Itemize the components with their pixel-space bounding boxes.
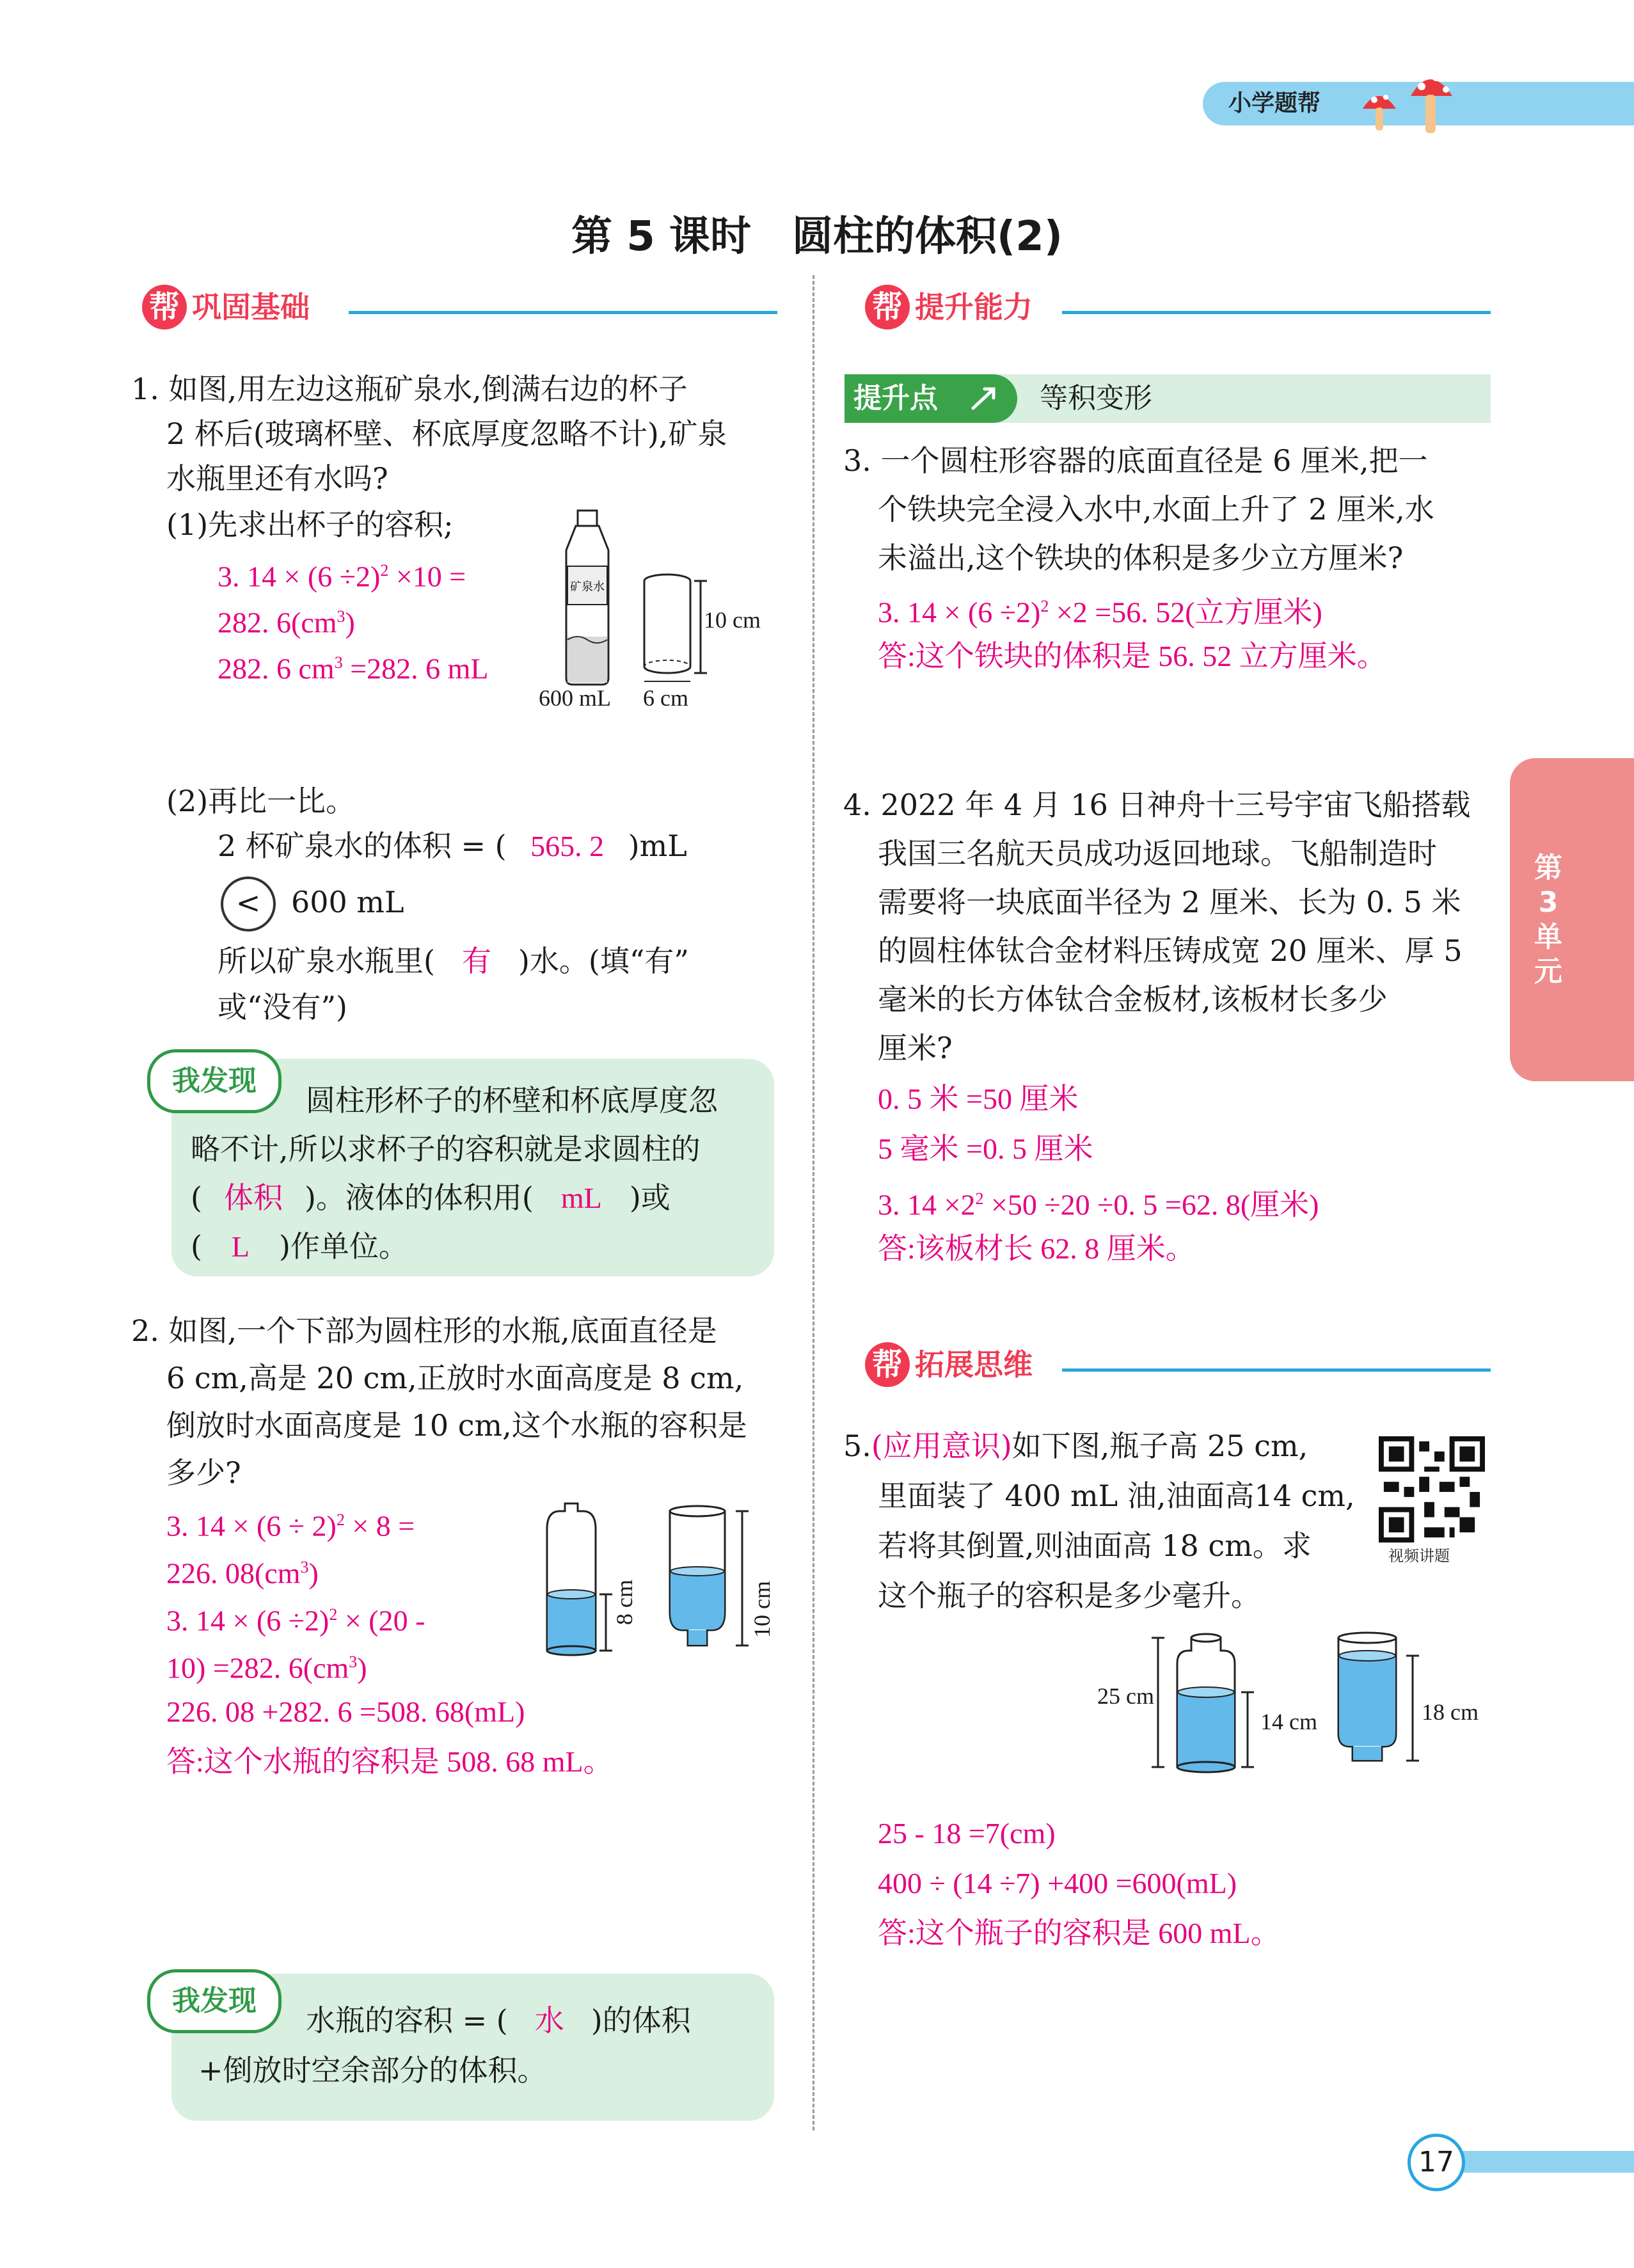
- q5-line: [843, 1427, 1308, 1465]
- q4-answer-line: [878, 1180, 1319, 1224]
- q2-answer-line: 226. 08 +282. 6 =508. 68(mL): [166, 1695, 525, 1728]
- compare-sign: <: [221, 876, 276, 932]
- find-text: 水瓶的容积 = (: [306, 2003, 508, 2038]
- q2-line: 倒放时水面高度是 10 cm,这个水瓶的容积是: [166, 1408, 747, 1443]
- arrow-icon: [969, 383, 1005, 415]
- q4-line: 毫米的长方体钛合金板材,该板材长多少: [878, 982, 1388, 1017]
- q3-answer-part: 3. 14 × (6 ÷2): [878, 596, 1041, 629]
- unit-side-label: 第3单元: [1534, 852, 1562, 988]
- q1-answer-exponent: 3: [334, 653, 343, 672]
- q2-height-label: 8 cm: [612, 1580, 637, 1625]
- find-badge: 我发现: [147, 1969, 282, 2033]
- qr-code-icon[interactable]: [1379, 1436, 1485, 1542]
- q4-line: 我国三名航天员成功返回地球。飞船制造时: [878, 836, 1437, 871]
- section-title: 拓展思维: [915, 1347, 1033, 1382]
- section-badge: 帮: [865, 285, 910, 329]
- q2-answer-line: [166, 1548, 319, 1592]
- q2-height-label: 10 cm: [749, 1581, 775, 1638]
- q5-oil-height: 14 cm: [1260, 1709, 1317, 1734]
- q4-answer-exponent: 2: [975, 1189, 984, 1208]
- q4-line: 厘米?: [878, 1031, 953, 1065]
- column-divider: [813, 275, 814, 2130]
- find-answer: mL: [560, 1182, 602, 1214]
- q1-answer-part: 282. 6(cm: [218, 606, 337, 639]
- q2-answer-part: 10) =282. 6(cm: [166, 1651, 349, 1685]
- q1-answer-part: 282. 6 cm: [218, 652, 335, 685]
- find-text: )作单位。: [278, 1229, 408, 1264]
- q5-tag: (应用意识): [871, 1429, 1012, 1463]
- section-rule: [349, 311, 777, 314]
- page-number-bar: [1440, 2151, 1634, 2173]
- find-text: 圆柱形杯子的杯壁和杯底厚度忽: [306, 1083, 718, 1118]
- q1-answer-part: =282. 6 mL: [342, 652, 489, 685]
- find-badge: 我发现: [147, 1049, 282, 1113]
- q2-answer-part: 226. 08(cm: [166, 1557, 301, 1590]
- q1-answer-part: ): [345, 606, 355, 639]
- q2-answer-line: 答:这个水瓶的容积是 508. 68 mL。: [166, 1745, 613, 1778]
- q5-text: 如下图,瓶子高 25 cm,: [1011, 1429, 1308, 1463]
- find-line: [306, 2001, 691, 2040]
- q1-sub2: (2)再比一比。: [166, 784, 356, 818]
- q3-answer-part: ×2 =56. 52(立方厘米): [1049, 596, 1322, 629]
- q5-line: 这个瓶子的容积是多少毫升。: [878, 1578, 1260, 1613]
- q2-answer-exponent: 2: [336, 1511, 345, 1529]
- q4-answer-part: 3. 14 ×2: [878, 1188, 976, 1221]
- lift-text: 等积变形: [1040, 382, 1152, 415]
- q2-answer-exponent: 2: [329, 1605, 338, 1624]
- q1-sub2-line: [218, 942, 689, 981]
- find-text: )的体积: [591, 2003, 691, 2038]
- q3-answer-exponent: 2: [1040, 597, 1049, 615]
- q2-line: 2. 如图,一个下部为圆柱形的水瓶,底面直径是: [131, 1313, 717, 1348]
- q1-answer-exponent: 3: [337, 607, 345, 626]
- bottle-volume-label: 600 mL: [539, 685, 611, 711]
- q2-line: 多少?: [166, 1455, 241, 1490]
- section-title: 巩固基础: [192, 290, 310, 324]
- find-line: [191, 1227, 408, 1266]
- section-badge: 帮: [865, 1342, 910, 1387]
- find-answer: 体积: [223, 1182, 283, 1214]
- q4-line: 的圆柱体钛合金材料压铸成宽 20 厘米、厚 5: [878, 933, 1463, 968]
- q5-answer-line: 答:这个瓶子的容积是 600 mL。: [878, 1917, 1280, 1949]
- q1-line: 2 杯后(玻璃杯壁、杯底厚度忽略不计),矿泉: [166, 416, 727, 451]
- q1-answer-part: 3. 14 × (6 ÷2): [218, 560, 381, 593]
- q1-answer-blank: 565. 2: [530, 830, 605, 862]
- q5-answer-line: 25 - 18 =7(cm): [878, 1817, 1056, 1850]
- q2-answer-line: [166, 1596, 425, 1640]
- q1-sub2-line: [218, 827, 687, 866]
- q1-answer-exponent: 2: [380, 561, 389, 580]
- compare-value: 600 mL: [291, 885, 404, 919]
- qr-label: 视频讲题: [1388, 1547, 1450, 1565]
- q1-answer-line: [218, 598, 355, 642]
- q4-line: 4. 2022 年 4 月 16 日神舟十三号宇宙飞船搭载: [843, 788, 1471, 822]
- q5-line: 里面装了 400 mL 油,油面高14 cm,: [878, 1479, 1355, 1513]
- q1-sub1: (1)先求出杯子的容积;: [166, 507, 454, 542]
- q5-line: 若将其倒置,则油面高 18 cm。求: [878, 1528, 1312, 1563]
- q1-sub2-text: 2 杯矿泉水的体积 = (: [218, 829, 507, 863]
- q1-sub2-text: )水。(填“有”: [518, 944, 689, 978]
- find-line: [191, 1178, 670, 1217]
- q2-answer-part: 3. 14 × (6 ÷ 2): [166, 1509, 337, 1542]
- q2-line: 6 cm,高是 20 cm,正放时水面高度是 8 cm,: [166, 1361, 744, 1395]
- q1-answer-line: [218, 551, 466, 596]
- q5-bottle-height: 25 cm: [1097, 1683, 1154, 1709]
- cup-height-label: 10 cm: [704, 607, 761, 633]
- q1-sub2-text: )mL: [628, 829, 687, 863]
- q3-line: 3. 一个圆柱形容器的底面直径是 6 厘米,把一: [843, 443, 1428, 478]
- mushroom-icon: [1350, 58, 1459, 147]
- q2-answer-part: × (20 -: [337, 1604, 425, 1637]
- q2-answer-line: [166, 1643, 367, 1687]
- q2-answer-exponent: 3: [300, 1558, 309, 1576]
- q2-answer-exponent: 3: [349, 1653, 358, 1671]
- q3-line: 未溢出,这个铁块的体积是多少立方厘米?: [878, 541, 1404, 575]
- lift-tag: 提升点: [845, 374, 1017, 423]
- section-rule: [1062, 1368, 1491, 1372]
- q5-answer-line: 400 ÷ (14 ÷7) +400 =600(mL): [878, 1867, 1237, 1899]
- q4-answer-line: 0. 5 米 =50 厘米: [878, 1082, 1079, 1115]
- find-text: )。液体的体积用(: [304, 1180, 534, 1215]
- q1-sub2-text: 所以矿泉水瓶里(: [218, 944, 435, 978]
- q2-answer-part: × 8 =: [344, 1509, 415, 1542]
- section-title: 提升能力: [915, 290, 1033, 324]
- q2-answer-line: [166, 1501, 415, 1545]
- section-badge: 帮: [142, 285, 187, 329]
- find-text: +倒放时空余部分的体积。: [198, 2053, 547, 2088]
- q4-answer-part: ×50 ÷20 ÷0. 5 =62. 8(厘米): [983, 1188, 1319, 1221]
- q1-answer-blank: 有: [461, 945, 491, 978]
- q2-answer-part: ): [308, 1557, 319, 1590]
- q1-line: 1. 如图,用左边这瓶矿泉水,倒满右边的杯子: [131, 372, 688, 406]
- find-text: (: [191, 1229, 202, 1264]
- brand-label: 小学题帮: [1228, 90, 1321, 116]
- page-title: 第 5 课时 圆柱的体积(2): [571, 213, 1063, 260]
- find-answer: 水: [534, 2004, 564, 2037]
- q5-number: 5.: [843, 1429, 871, 1463]
- find-text: )或: [629, 1180, 670, 1215]
- q1-line: 水瓶里还有水吗?: [166, 461, 388, 496]
- bottle-label: 矿泉水: [570, 580, 605, 594]
- q3-line: 个铁块完全浸入水中,水面上升了 2 厘米,水: [878, 492, 1434, 527]
- q1-sub2-text: 或“没有”): [218, 990, 347, 1024]
- section-rule: [1062, 311, 1491, 314]
- q4-answer-line: 5 毫米 =0. 5 厘米: [878, 1132, 1093, 1165]
- q2-answer-part: ): [357, 1651, 367, 1685]
- q1-answer-part: ×10 =: [388, 560, 466, 593]
- q5-inverted-height: 18 cm: [1422, 1699, 1479, 1725]
- q3-answer-line: 答:这个铁块的体积是 56. 52 立方厘米。: [878, 640, 1386, 672]
- page-number: 17: [1408, 2134, 1465, 2191]
- q1-answer-line: [218, 644, 489, 688]
- q2-answer-part: 3. 14 × (6 ÷2): [166, 1604, 329, 1637]
- find-text: 略不计,所以求杯子的容积就是求圆柱的: [191, 1132, 701, 1166]
- find-text: (: [191, 1180, 202, 1215]
- q4-line: 需要将一块底面半径为 2 厘米、长为 0. 5 米: [878, 885, 1461, 919]
- q4-answer-line: 答:该板材长 62. 8 厘米。: [878, 1232, 1195, 1265]
- find-answer: L: [231, 1230, 250, 1263]
- q3-answer-line: [878, 587, 1322, 631]
- cup-diameter-label: 6 cm: [643, 685, 688, 711]
